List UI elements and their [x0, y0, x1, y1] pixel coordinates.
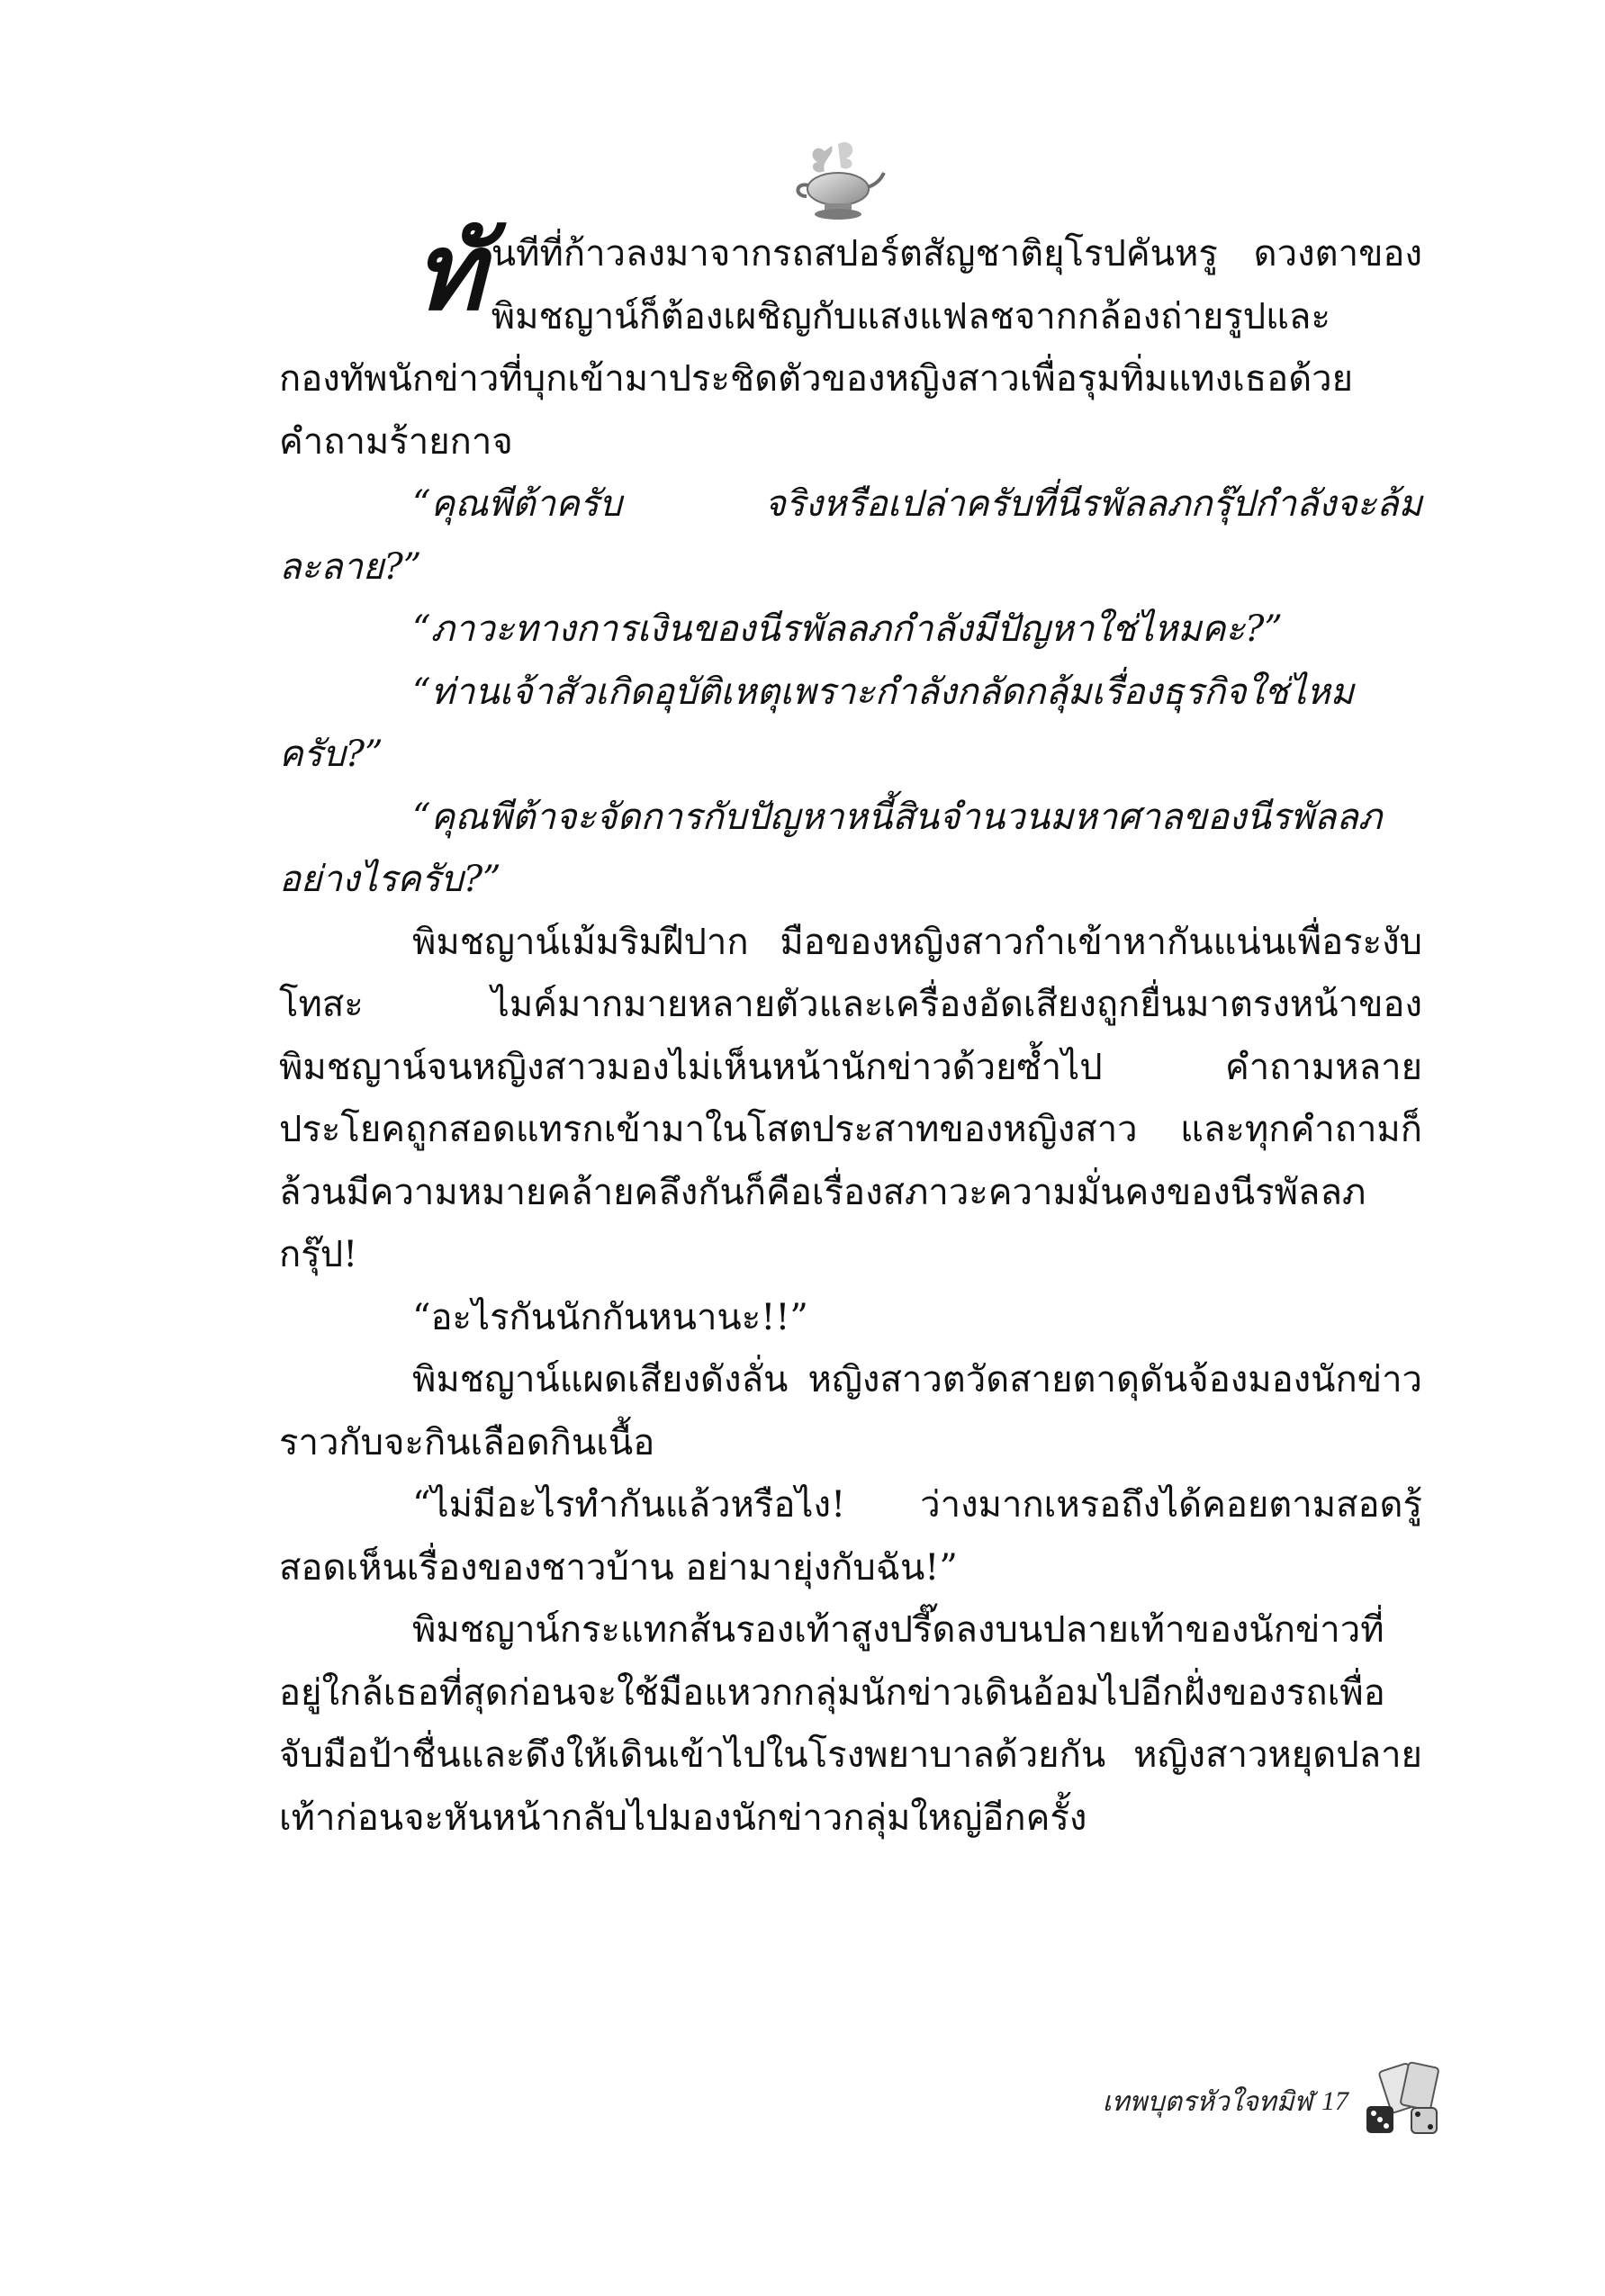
paragraph: พิมชญาน์กระแทกส้นรองเท้าสูงปรี๊ดลงบนปลายเท้าของนักข่าวที่อยู่ใกล้เธอที่สุดก่อนจะใช้มือแหวกกลุ่มนักข่าวเดินอ้อมไปอีกฝั่งของรถเพื่อจับมือป้าชื่นและดึงให้เดินเข้าไปในโรงพยาบาลด้วยกัน หญิงสาวหยุดปลายเท้าก่อนจะหันหน้ากลับไปมองนักข่าวกลุ่มใหญ่อีกครั้ง — [279, 1609, 1422, 1839]
paragraph: “คุณพีต้าจะจัดการกับปัญหาหนี้สินจำนวนมหาศาลของนีรพัลลภอย่างไรครับ?” — [279, 796, 1383, 900]
paragraph: “ท่านเจ้าสัวเกิดอุบัติเหตุเพราะกำลังกลัดกลุ้มเรื่องธุรกิจใช่ไหมครับ?” — [279, 671, 1355, 775]
page-number: 17 — [1321, 2086, 1348, 2116]
opening-paragraph — [279, 209, 1422, 473]
paragraph: “คุณพีต้าครับ จริงหรือเปล่าครับที่นีรพัลลภกรุ๊ปกำลังจะล้มละลาย?” — [279, 483, 1422, 588]
teapot-ornament-icon — [789, 133, 888, 232]
dice-cards-ornament-icon — [1357, 2061, 1456, 2142]
opening-text: นทีที่ก้าวลงมาจากรถสปอร์ตสัญชาติยุโรปคันหรู ดวงตาของพิมชญาน์ก็ต้องเผชิญกับแสงแฟลชจากกล้องถ่ายรูปและกองทัพนักข่าวที่บุกเข้ามาประชิดตัวของหญิงสาวเพื่อรุมทิ่มแทงเธอด้วยคำถามร้ายกาจ — [279, 233, 1422, 463]
paragraph: “ไม่มีอะไรทำกันแล้วหรือไง! ว่างมากเหรอถึงได้คอยตามสอดรู้สอดเห็นเรื่องของชาวบ้าน อย่ามายุ่งกับฉัน!” — [279, 1484, 1422, 1589]
paragraph: พิมชญาน์เม้มริมฝีปาก มือของหญิงสาวกำเข้าหากันแน่นเพื่อระงับโทสะ ไมค์มากมายหลายตัวและเครื่องอัดเสียงถูกยื่นมาตรงหน้าของพิมชญาน์จนหญิงสาวมองไม่เห็นหน้านักข่าวด้วยซ้ำไป คำถามหลายประโยคถูกสอดแทรกเข้ามาในโสตประสาทของหญิงสาว และทุกคำถามก็ล้วนมีความหมายคล้ายคลึงกันก็คือเรื่องสภาวะความมั่นคงของนีรพัลลภกรุ๊ป! — [279, 921, 1422, 1275]
book-title: เทพบุตรหัวใจทมิฬ — [1102, 2085, 1312, 2118]
paragraph: “อะไรกันนักกันหนานะ!!” — [412, 1296, 808, 1338]
paragraph: พิมชญาน์แผดเสียงดังลั่น หญิงสาวตวัดสายตาดุดันจ้องมองนักข่าวราวกับจะกินเลือดกินเนื้อ — [279, 1359, 1422, 1463]
paragraph: “ภาวะทางการเงินของนีรพัลลภกำลังมีปัญหาใช่ไหมคะ?” — [412, 608, 1283, 650]
page-footer — [1103, 2061, 1456, 2142]
body-text — [279, 209, 1422, 1850]
drop-cap: ทั — [414, 209, 484, 334]
